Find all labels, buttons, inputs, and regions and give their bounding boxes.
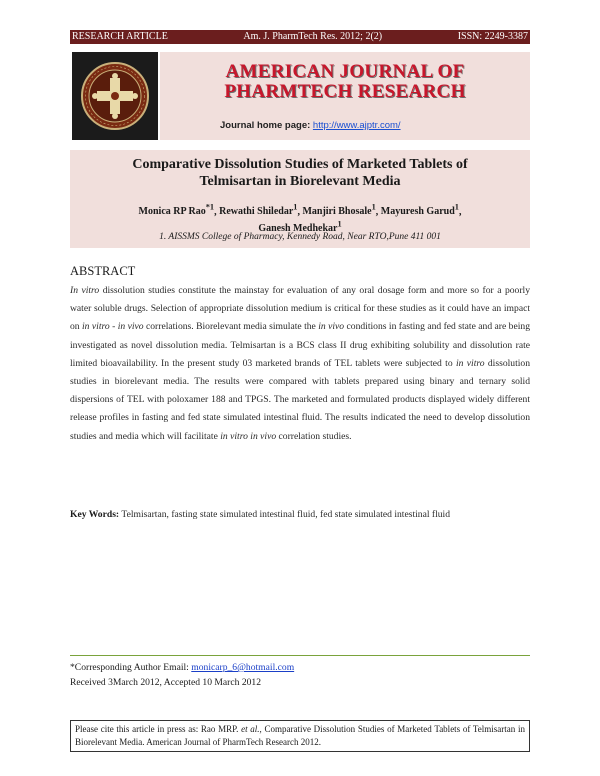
journal-logo [72, 52, 158, 140]
author-list: Monica RP Rao$^{*1}$, Rewathi Shiledar$^1$, Manjiri Bhosale$^1$, Mayuresh Garud$^1$, Ganesh Medhekar$^1$ [138, 203, 462, 235]
abstract-segment: dissolution studies constitute the mainstay for evaluation of any oral dosage form and more so for a poorly water soluble drugs. Selection of appropriate dissolution medium is critical for these studies as it could have an impact on [70, 285, 530, 333]
journal-seal-icon [72, 52, 158, 140]
abstract-segment: correlations. Biorelevant media simulate the [143, 321, 319, 333]
homepage-link[interactable]: http://www.ajptr.com/ [312, 120, 401, 131]
affiliation: 1. AISSMS College of Pharmacy, Kennedy Road, Near RTO,Pune 411 001 [159, 232, 441, 242]
author: Rewathi Shiledar$^1$ [219, 203, 298, 218]
author: Monica RP Rao$^{*1}$ [138, 203, 215, 218]
author: Manjiri Bhosale$^1$ [302, 203, 376, 218]
abstract-segment: in vitro - in vivo [82, 321, 144, 333]
abstract-segment: in vivo [318, 321, 345, 333]
email-label: *Corresponding Author Email: [70, 662, 189, 673]
issn: ISSN: 2249-3387 [457, 31, 528, 42]
corresponding-author-note [70, 660, 530, 690]
received-dates: Received 3March 2012, Accepted 10 March 2012 [70, 677, 262, 688]
abstract-segment: dissolution studies in biorelevant media. The results were compared with tablets prepared using binary and ternary solid dispersions of TEL with poloxamer 188 and TPGS. The marketed and formulated products displayed widely different release profiles in fasting and fed state simulated intestinal fluid. The results indicated the need to develop dissolution studies and media which will facilitate [70, 357, 531, 442]
article-type: RESEARCH ARTICLE [72, 31, 168, 42]
citation-box: Please cite this article in press as: Rao MRP. et al., Comparative Dissolution Studies of Marketed Tablets of Telmisartan in Biorelevant Media. American Journal of PharmTech Research 2012. [70, 720, 530, 752]
paper-title: Comparative Dissolution Studies of Marketed Tablets of Telmisartan in Biorelevant Media [132, 157, 468, 189]
abstract-heading: ABSTRACT [70, 264, 136, 278]
homepage-label: Journal home page: [220, 120, 311, 131]
keywords-text: Telmisartan, fasting state simulated intestinal fluid, fed state simulated intestinal fluid [121, 509, 451, 520]
keywords-label: Key Words: [70, 509, 120, 520]
journal-citation: Am. J. PharmTech Res. 2012; 2(2) [243, 31, 383, 42]
abstract-segment: In vitro [70, 285, 100, 296]
journal-name: AMERICAN JOURNAL OF PHARMTECH RESEARCH [224, 61, 466, 102]
abstract-segment: correlation studies. [276, 430, 352, 442]
abstract-segment: in vitro [455, 357, 485, 369]
abstract-segment: in vitro in vivo [220, 430, 277, 442]
title-block [70, 150, 530, 248]
author-email-link[interactable]: monicarp_6@hotmail.com [191, 662, 295, 673]
header-bar [70, 30, 530, 44]
abstract-text [70, 282, 530, 446]
abstract-segment: conditions in fasting and fed state and are being investigated as novel dissolution media. Telmisartan is a BCS class II drug exhibiting solubility and dissolution rate limited bioavailability. In the present study 03 marketed brands of TEL tablets were subjected to [70, 321, 530, 369]
journal-banner [160, 52, 530, 140]
keywords [70, 506, 530, 524]
footnote-divider [70, 655, 530, 656]
author: Mayuresh Garud$^1$ [380, 203, 459, 218]
journal-homepage [220, 120, 401, 131]
author: Ganesh Medhekar$^1$ [258, 219, 342, 235]
